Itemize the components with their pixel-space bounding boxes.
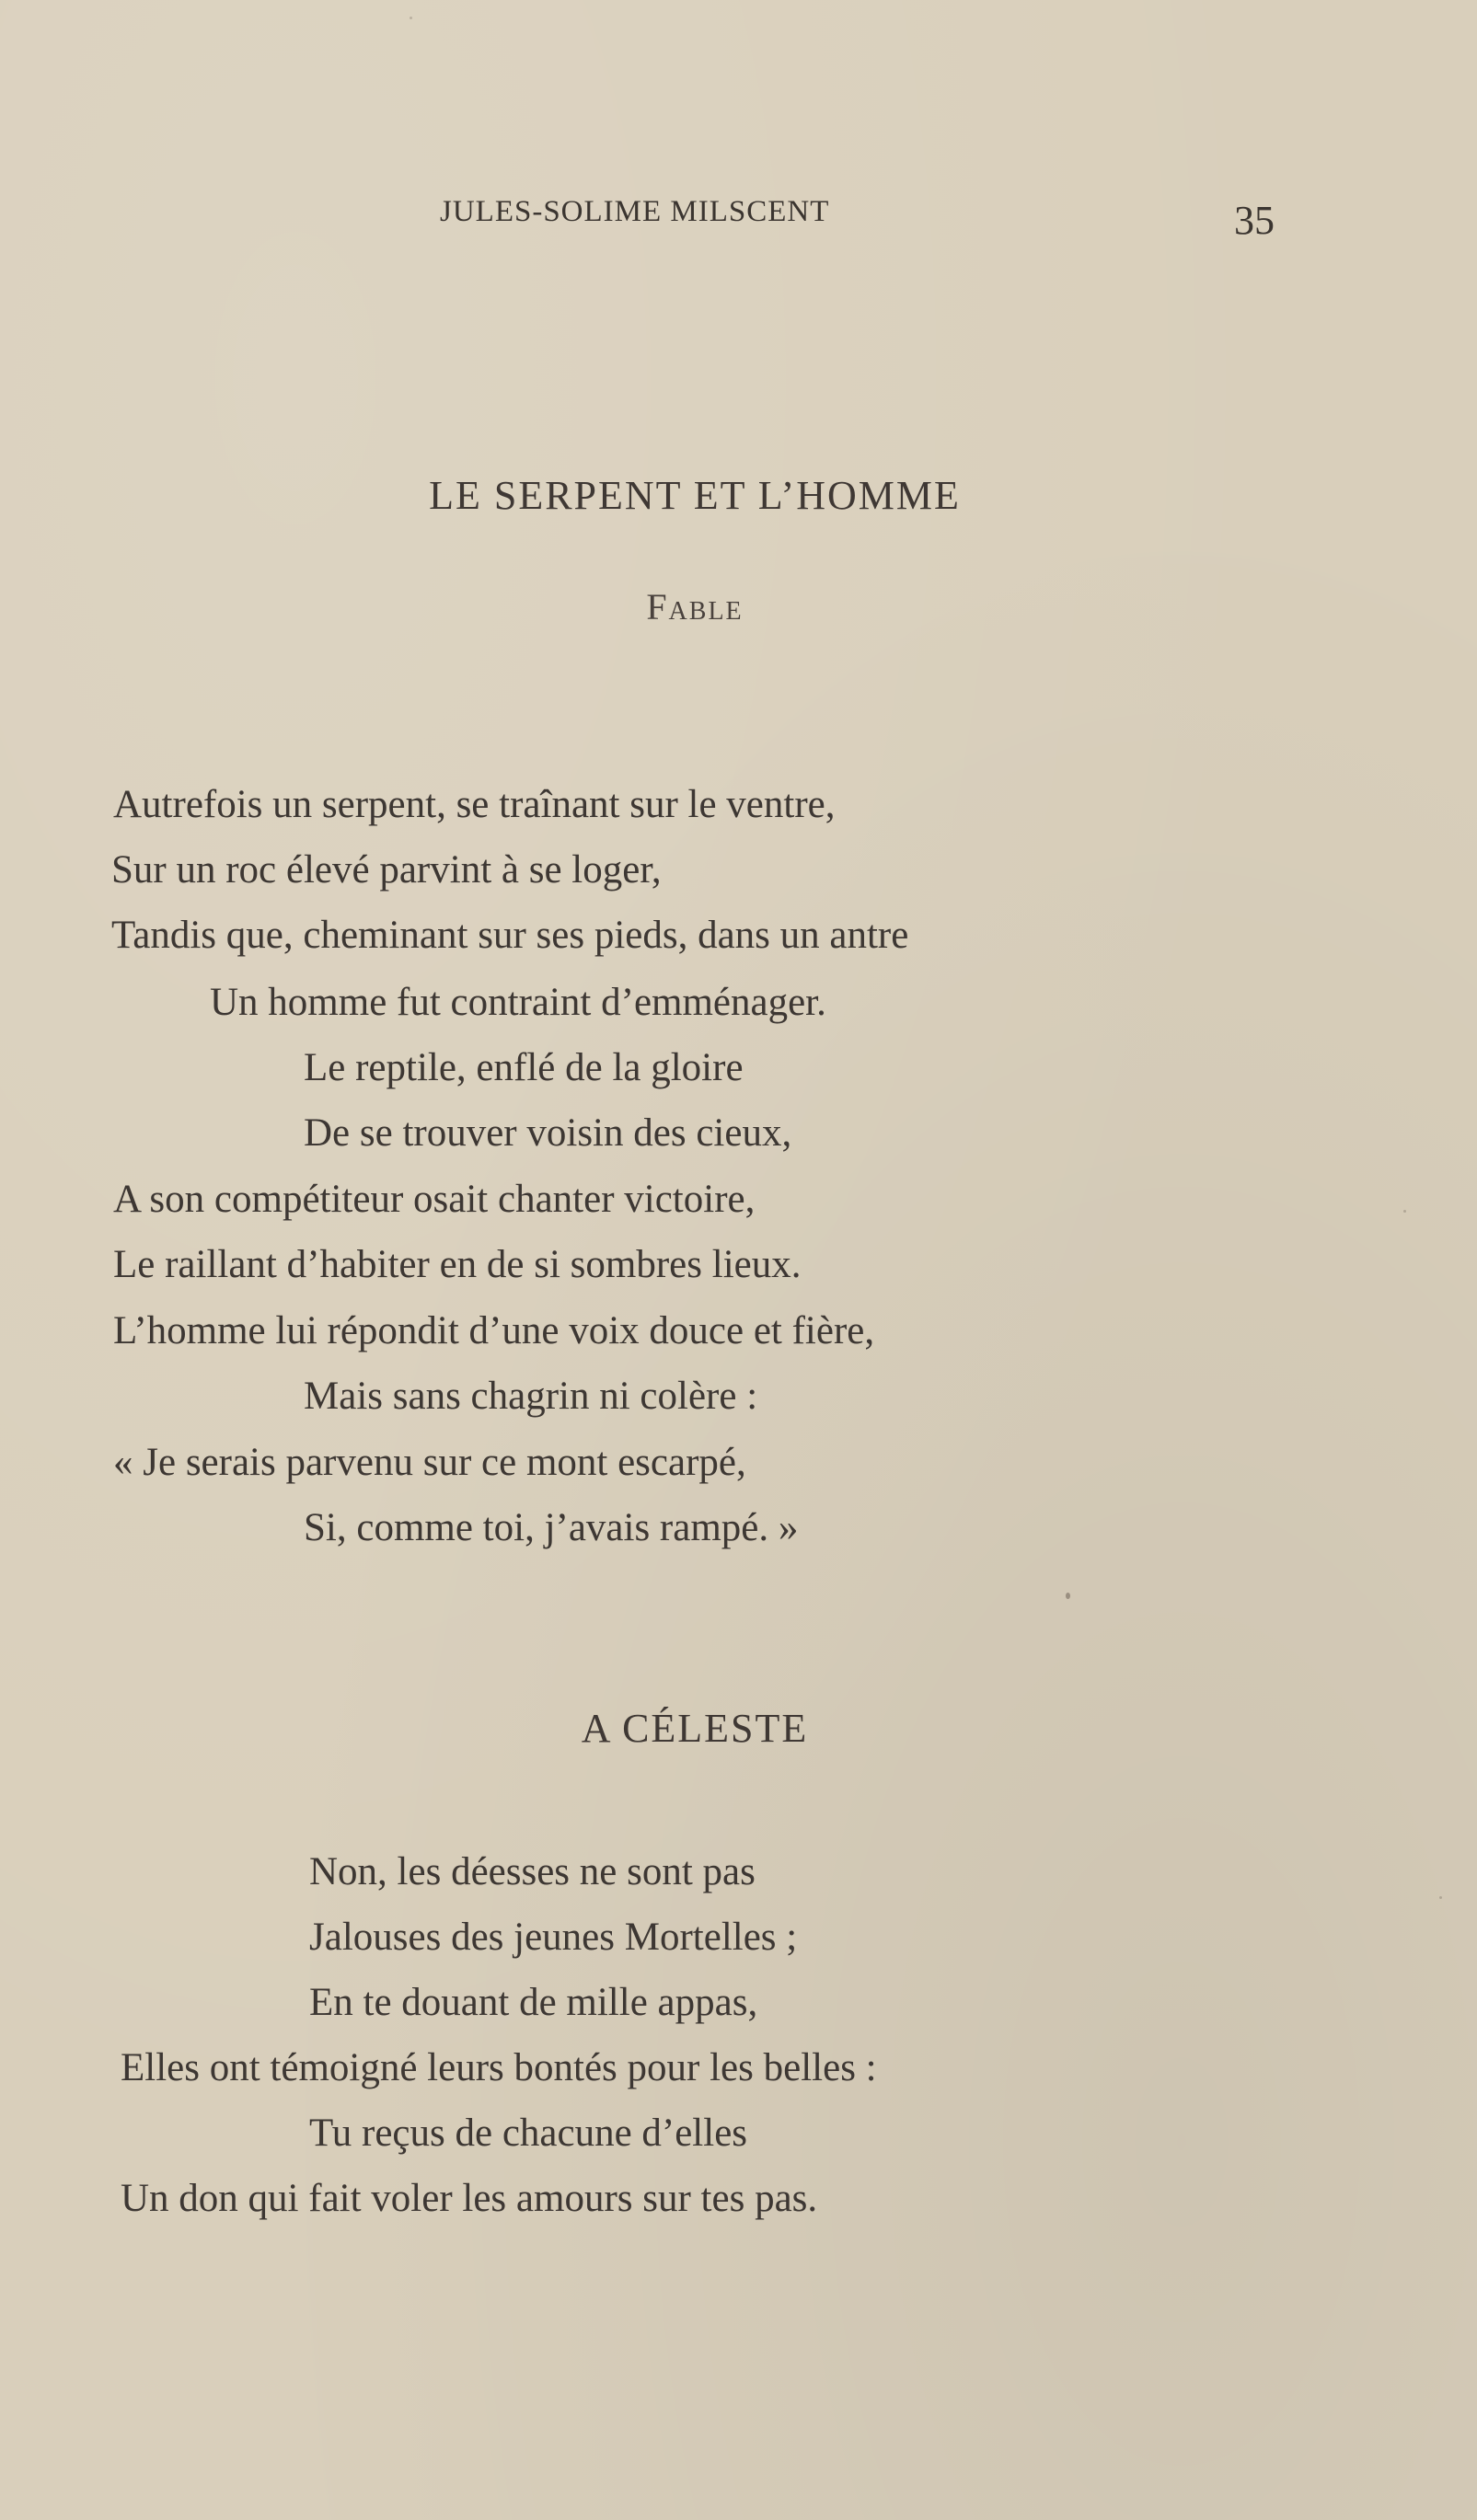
verse-line: Sur un roc élevé parvint à se loger, xyxy=(111,848,662,892)
verse-line: De se trouver voisin des cieux, xyxy=(304,1111,792,1155)
verse-line: Non, les déesses ne sont pas xyxy=(309,1850,756,1893)
verse-line: Si, comme toi, j’avais rampé. » xyxy=(304,1506,799,1549)
running-head: JULES-SOLIME MILSCENT xyxy=(440,195,830,228)
poem-title-serpent: LE SERPENT ET L’HOMME xyxy=(429,473,961,518)
verse-line: Jalouses des jeunes Mortelles ; xyxy=(309,1916,798,1959)
verse-line: Un don qui fait voler les amours sur tes pas. xyxy=(121,2177,818,2220)
verse-line: Elles ont témoigné leurs bontés pour les belles : xyxy=(121,2046,877,2089)
verse-line: A son compétiteur osait chanter victoire, xyxy=(113,1178,756,1221)
verse-line: Mais sans chagrin ni colère : xyxy=(304,1375,758,1418)
verse-line: Un homme fut contraint d’emménager. xyxy=(210,981,826,1024)
verse-line: L’homme lui répondit d’une voix douce et fière, xyxy=(113,1309,875,1352)
poem-title-celeste: A CÉLESTE xyxy=(581,1706,809,1751)
verse-line: Tandis que, cheminant sur ses pieds, dans un antre xyxy=(111,914,909,957)
verse-line: Le reptile, enflé de la gloire xyxy=(304,1046,744,1089)
page-number: 35 xyxy=(1234,198,1275,243)
poem-subtitle-fable: Fable xyxy=(646,586,744,627)
verse-line: « Je serais parvenu sur ce mont escarpé, xyxy=(113,1441,746,1484)
paper-speck xyxy=(1066,1593,1070,1599)
verse-line: Le raillant d’habiter en de si sombres lieux. xyxy=(113,1243,802,1286)
verse-line: Tu reçus de chacune d’elles xyxy=(309,2112,748,2155)
verse-line: En te douant de mille appas, xyxy=(309,1981,758,2024)
paper-speck xyxy=(1403,1210,1406,1213)
paper-speck xyxy=(410,17,412,19)
paper-speck xyxy=(1439,1896,1442,1899)
verse-line: Autrefois un serpent, se traînant sur le ventre, xyxy=(113,783,836,826)
